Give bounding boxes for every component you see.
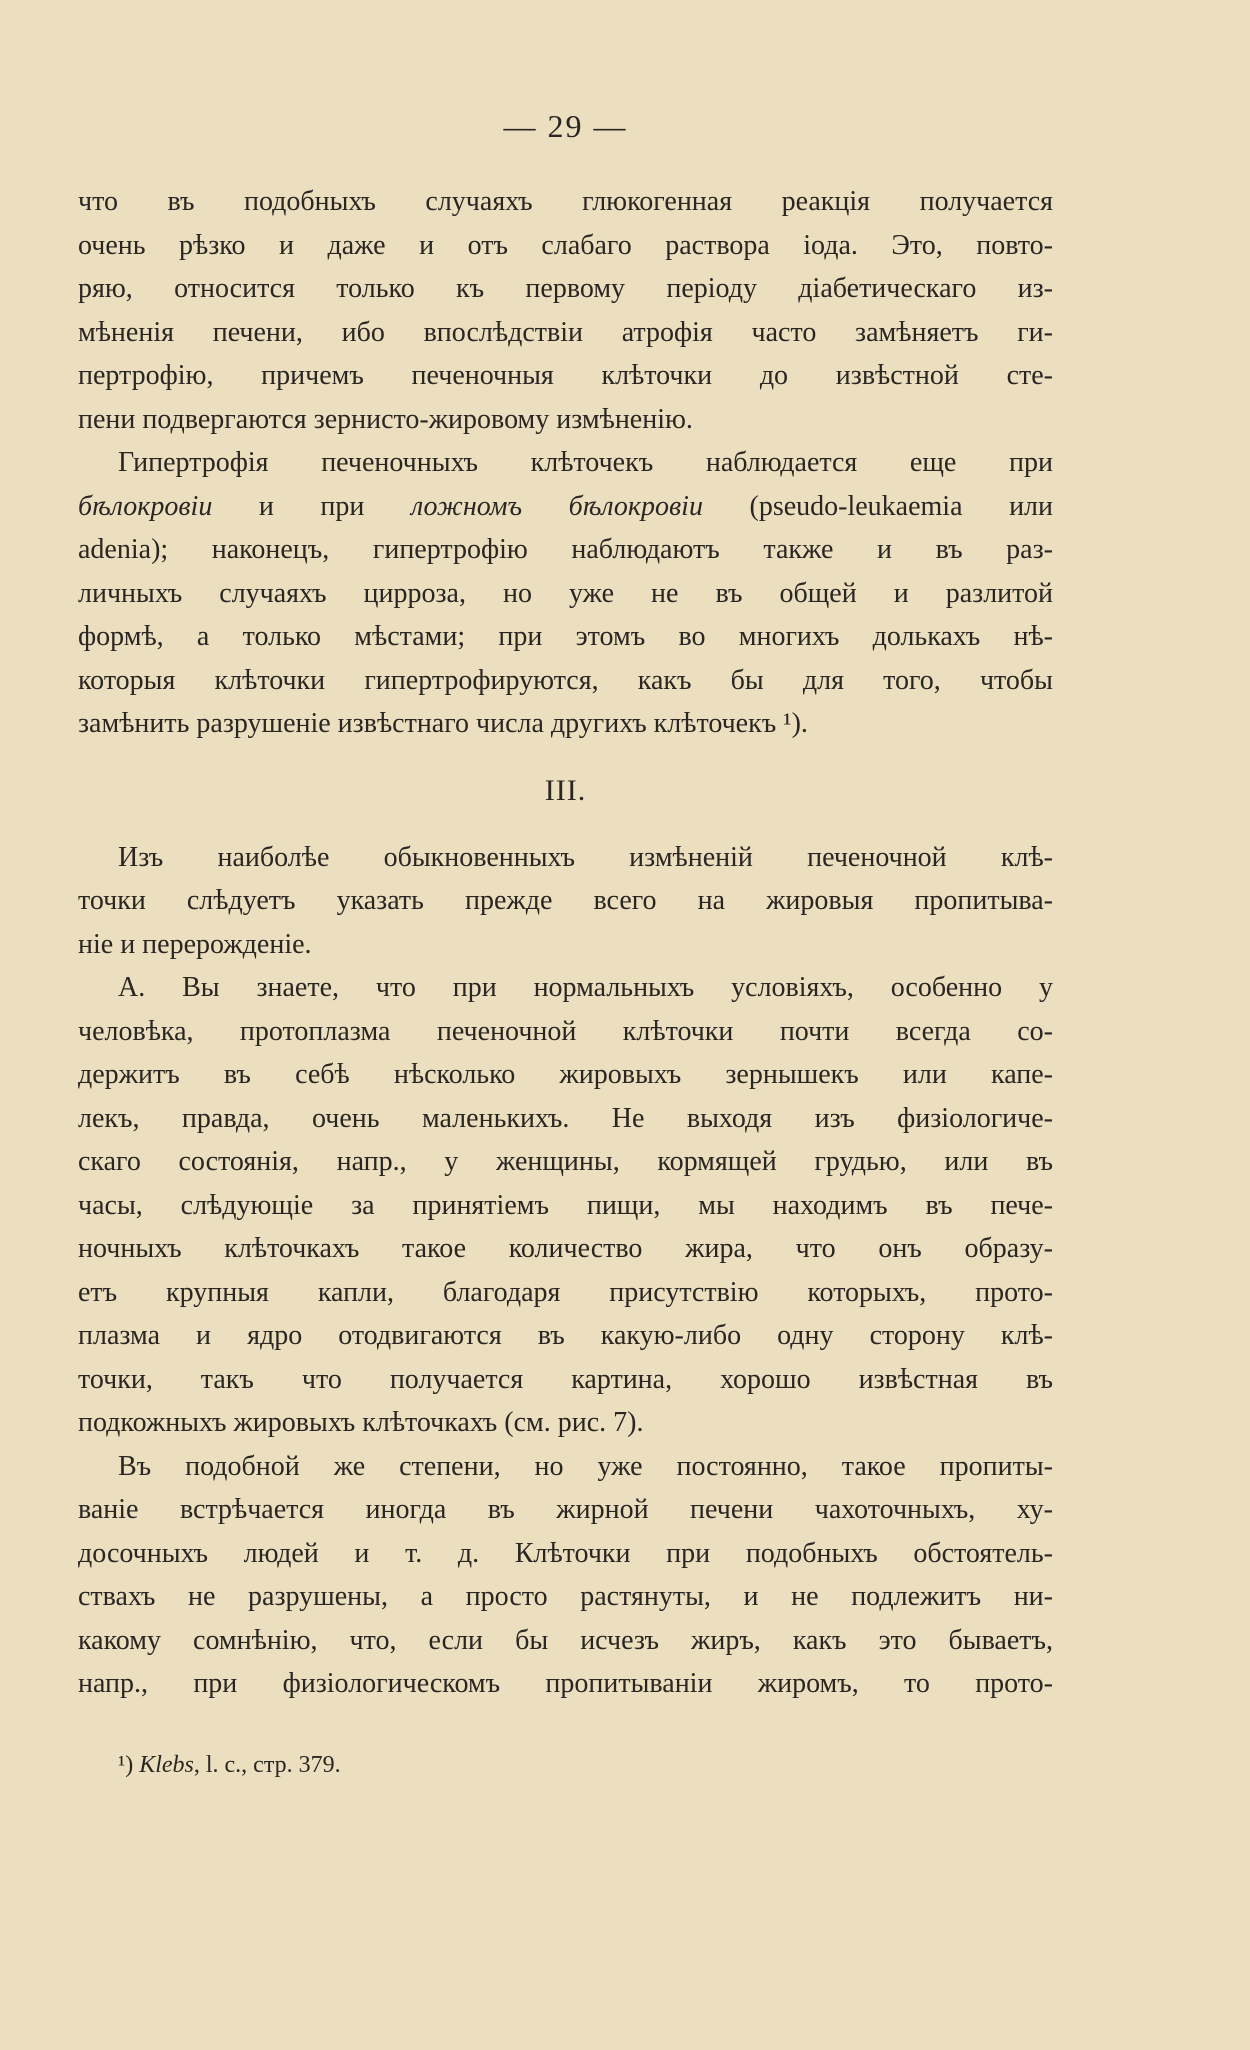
text-line: лекъ, правда, очень маленькихъ. Не выходя изъ физіологиче- <box>78 1102 1053 1134</box>
paragraph-3 <box>78 836 1053 967</box>
body-text <box>78 180 1053 1706</box>
text-line: досочныхъ людей и т. д. Клѣточки при подобныхъ обстоятель- <box>78 1537 1053 1569</box>
text-line: держитъ въ себѣ нѣсколько жировыхъ зернышекъ или капе- <box>78 1059 1053 1090</box>
text-line: Изъ наиболѣе обыкновенныхъ измѣненій печеночной клѣ- <box>118 841 1053 873</box>
text-line: Въ подобной же степени, но уже постоянно, такое пропиты- <box>118 1450 1053 1482</box>
text-line: личныхъ случаяхъ цирроза, но уже не въ общей и разлитой <box>78 577 1053 609</box>
text-line: формѣ, а только мѣстами; при этомъ во многихъ долькахъ нѣ- <box>78 621 1053 652</box>
text-line: очень рѣзко и даже и отъ слабаго раствора іода. Это, повто- <box>78 229 1053 261</box>
text-line: что въ подобныхъ случаяхъ глюкогенная реакція получается <box>78 186 1053 217</box>
text-line: напр., при физіологическомъ пропитываніи жиромъ, то прото- <box>78 1668 1053 1699</box>
text-line: ночныхъ клѣточкахъ такое количество жира, что онъ образу- <box>78 1233 1053 1264</box>
paragraph-1 <box>78 180 1053 441</box>
footnote-citation: , l. c., стр. 379. <box>193 1752 341 1778</box>
text-line: точки, такъ что получается картина, хорошо извѣстная въ <box>78 1363 1053 1395</box>
text-line: ряю, относится только къ первому періоду діабетическаго из- <box>78 273 1053 304</box>
text-line: ствахъ не разрушены, а просто растянуты, и не подлежитъ ни- <box>78 1581 1053 1612</box>
italic-term: ложномъ бѣлокровіи <box>410 490 703 522</box>
text-line: Гипертрофія печеночныхъ клѣточекъ наблюдается еще при <box>118 447 1053 478</box>
text-line: подкожныхъ жировыхъ клѣточкахъ (см. рис. 7). <box>78 1407 644 1438</box>
text-line: ніе и перерожденіе. <box>78 928 312 960</box>
text-line: А. Вы знаете, что при нормальныхъ условіяхъ, особенно у <box>118 972 1053 1003</box>
text-line: которыя клѣточки гипертрофируются, какъ бы для того, чтобы <box>78 664 1053 696</box>
text-line: плазма и ядро отодвигаются въ какую-либо одну сторону клѣ- <box>78 1320 1053 1351</box>
italic-term: бѣлокровіи <box>78 490 213 522</box>
text-line: пени подвергаются зернисто-жировому измѣненію. <box>78 403 693 435</box>
footnote-author: Klebs <box>139 1752 194 1778</box>
paragraph-2 <box>78 441 1053 746</box>
text-line: какому сомнѣнію, что, если бы исчезъ жиръ, какъ это бываетъ, <box>78 1624 1053 1656</box>
text-line: мѣненія печени, ибо впослѣдствіи атрофія часто замѣняетъ ги- <box>78 316 1053 348</box>
text-line: скаго состоянія, напр., у женщины, кормящей грудью, или въ <box>78 1146 1053 1177</box>
text-line-mixed <box>78 485 1053 529</box>
text-line: часы, слѣдующіе за принятіемъ пищи, мы находимъ въ пече- <box>78 1189 1053 1221</box>
page-number: — 29 — <box>503 108 628 144</box>
text-line: человѣка, протоплазма печеночной клѣточки почти всегда со- <box>78 1015 1053 1047</box>
text-run: (pseudo-leukaemia или <box>702 490 1053 522</box>
text-line: етъ крупныя капли, благодаря присутствію которыхъ, прото- <box>78 1276 1053 1308</box>
footnote-marker: ¹) <box>118 1752 134 1778</box>
text-line: точки слѣдуетъ указать прежде всего на жировыя пропитыва- <box>78 885 1053 916</box>
footnote <box>118 1752 341 1779</box>
text-line: adenia); наконецъ, гипертрофію наблюдаютъ также и въ раз- <box>78 534 1053 565</box>
paragraph-5 <box>78 1445 1053 1706</box>
paragraph-4 <box>78 966 1053 1445</box>
text-line: ваніе встрѣчается иногда въ жирной печени чахоточныхъ, ху- <box>78 1494 1053 1525</box>
text-line: пертрофію, причемъ печеночныя клѣточки до извѣстной сте- <box>78 360 1053 391</box>
section-heading: III. <box>544 773 587 807</box>
text-line: замѣнить разрушеніе извѣстнаго числа другихъ клѣточекъ ¹). <box>78 708 808 739</box>
text-run: и при <box>212 490 411 522</box>
